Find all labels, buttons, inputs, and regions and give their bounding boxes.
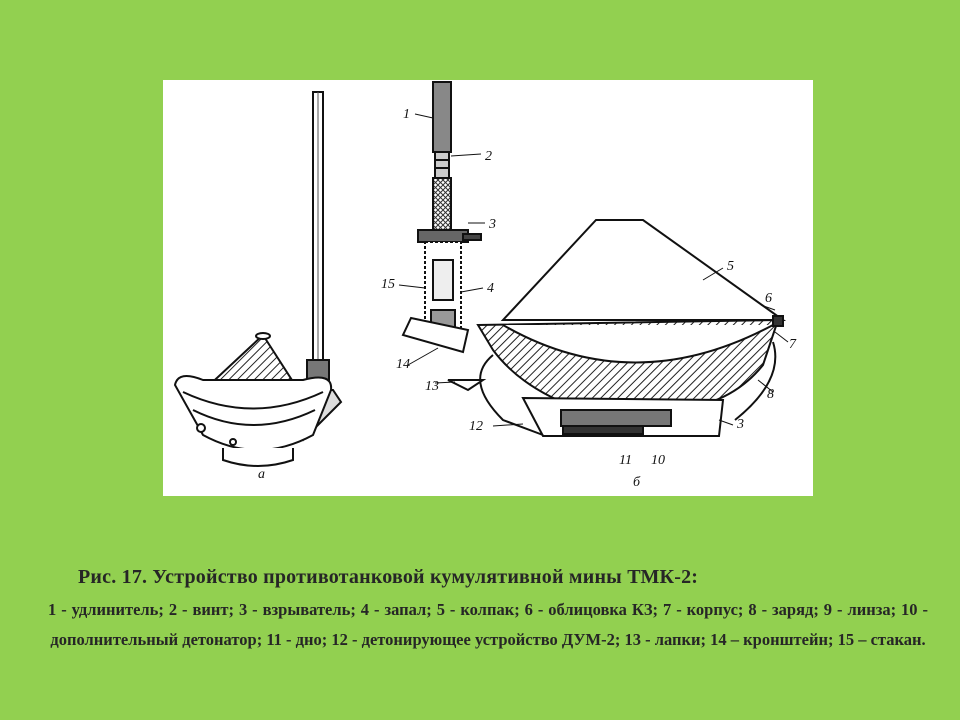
view-a-label: а: [258, 467, 265, 482]
callout-14: 14: [396, 357, 410, 372]
callout-2: 2: [485, 149, 492, 164]
callout-1: 1: [403, 107, 410, 122]
callout-13: 13: [425, 379, 439, 394]
mine-diagram-svg: [163, 80, 813, 496]
caption-legend: 1 - удлинитель; 2 - винт; 3 - взрыватель; 4 - запал; 5 - колпак; 6 - облицовка КЗ; 7 - корпус; 8 - заряд; 9 - линза; 10 - дополнительный детонатор; 11 - дно; 12 - детонирующее устройство ДУМ-2; 13 - лапки; 14 – кронштейн; 15 – стакан.: [48, 600, 928, 649]
caption-title: Рис. 17. Устройство противотанковой кумулятивной мины ТМК-2:: [78, 566, 699, 588]
view-b-section: [403, 82, 783, 436]
view-b-label: б: [633, 475, 641, 490]
view-a-external: [175, 92, 341, 466]
figure-caption: [48, 566, 928, 655]
callout-7: 7: [789, 337, 796, 352]
callout-8: 8: [767, 387, 774, 402]
callout-10: 10: [651, 453, 665, 468]
callout-5: 5: [727, 259, 734, 274]
callout-11: 11: [619, 453, 632, 468]
callout-3-lower: 3: [737, 417, 744, 432]
callout-15: 15: [381, 277, 395, 292]
callout-3: 3: [489, 217, 496, 232]
mine-diagram-figure: [163, 80, 813, 496]
callout-4: 4: [487, 281, 494, 296]
callout-6: 6: [765, 291, 772, 306]
callout-12: 12: [469, 419, 483, 434]
